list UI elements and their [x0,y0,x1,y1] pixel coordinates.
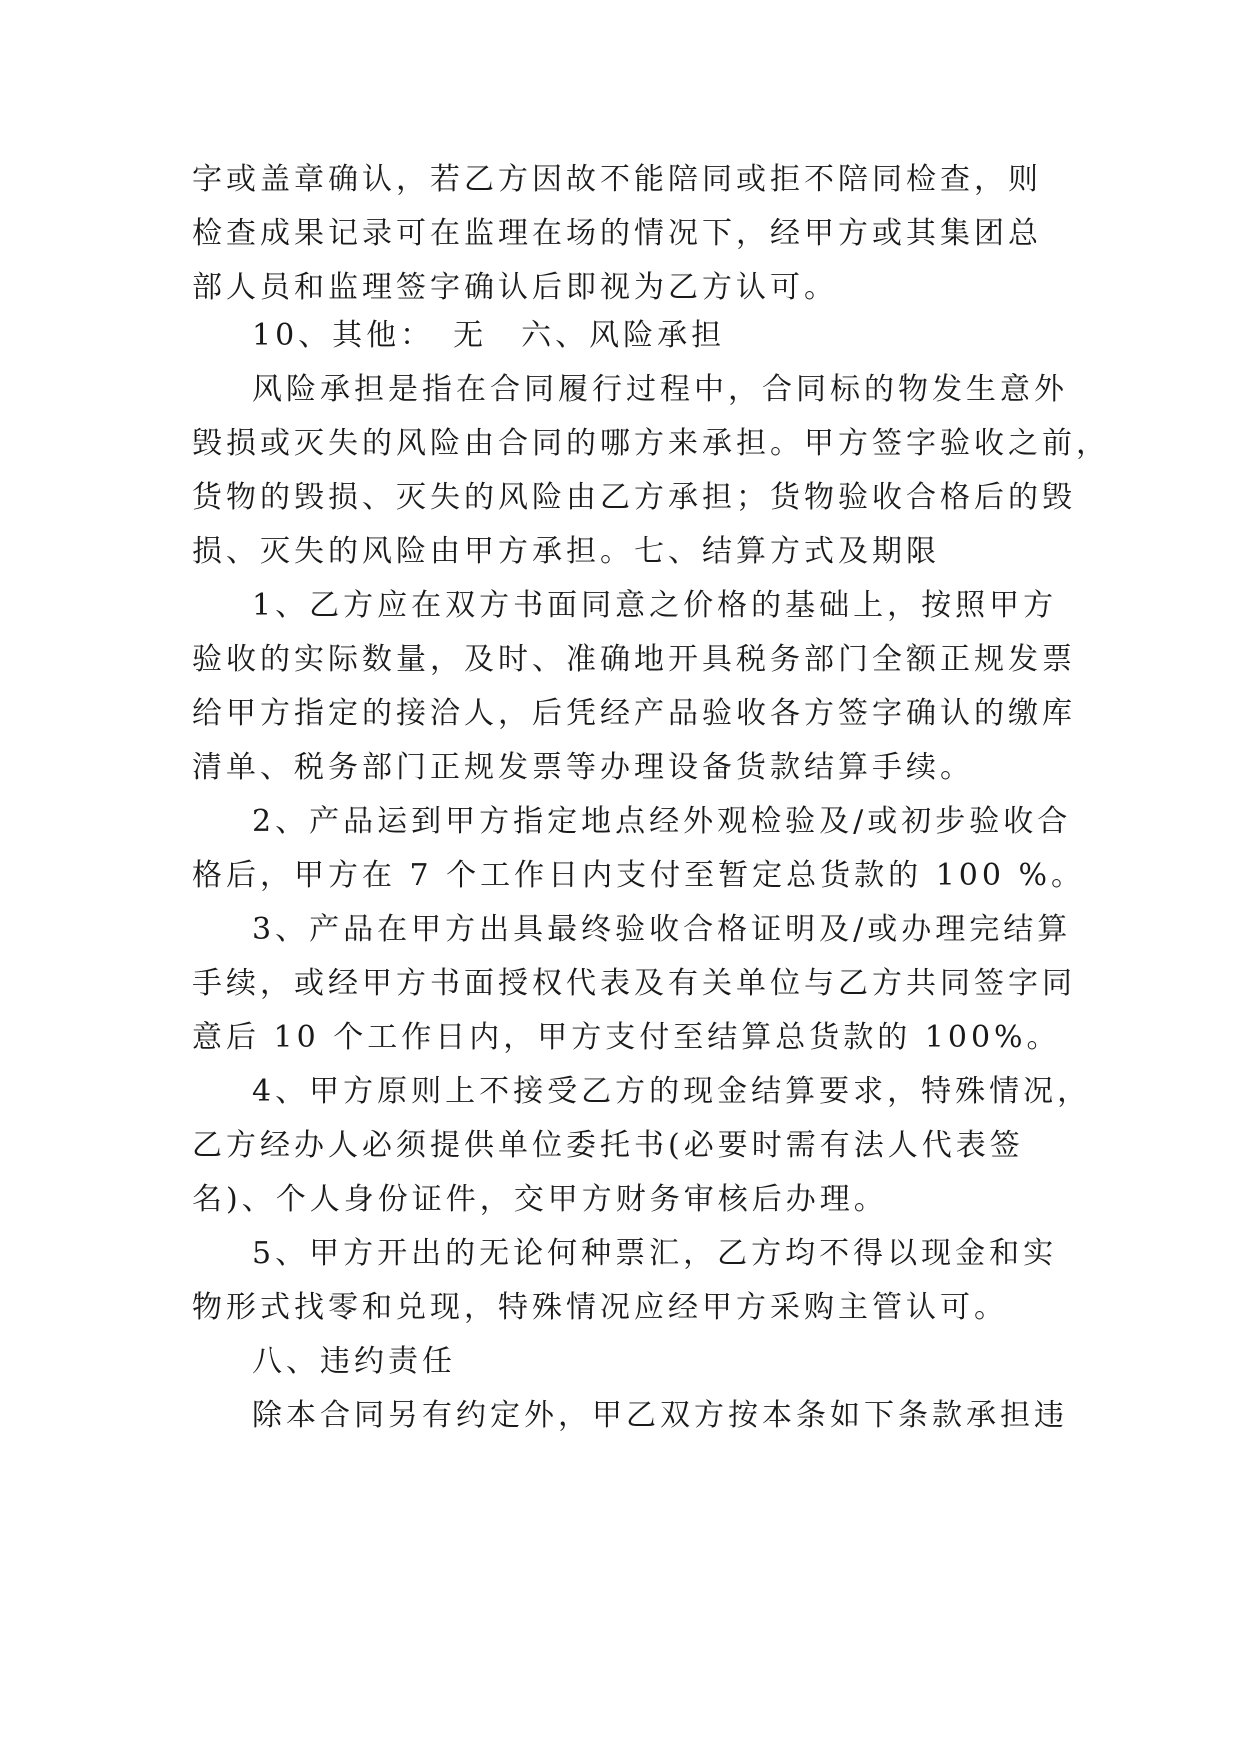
paragraph-start: 除本合同另有约定外，甲乙双方按本条如下条款承担违 [252,1398,1068,1433]
text-line: 货物的毁损、灭失的风险由乙方承担；货物验收合格后的毁 [192,480,1076,515]
text-line: 检查成果记录可在监理在场的情况下，经甲方或其集团总 [192,216,1042,251]
paragraph-start: 1、乙方应在双方书面同意之价格的基础上，按照甲方 [252,588,1058,623]
text-line: 乙方经办人必须提供单位委托书(必要时需有法人代表签 [192,1128,1024,1163]
paragraph-start: 2、产品运到甲方指定地点经外观检验及/或初步验收合 [252,804,1072,839]
text-line: 损、灭失的风险由甲方承担。七、结算方式及期限 [192,534,940,569]
section-heading: 八、违约责任 [252,1344,456,1379]
text-line: 给甲方指定的接洽人，后凭经产品验收各方签字确认的缴库 [192,696,1076,731]
text-line: 清单、税务部门正规发票等办理设备货款结算手续。 [192,750,974,785]
text-line: 格后，甲方在 7 个工作日内支付至暂定总货款的 100 %。 [192,858,1085,893]
text-line: 名)、个人身份证件，交甲方财务审核后办理。 [192,1182,888,1217]
paragraph-start: 风险承担是指在合同履行过程中，合同标的物发生意外 [252,372,1068,407]
text-line: 部人员和监理签字确认后即视为乙方认可。 [192,270,838,305]
text-line: 手续，或经甲方书面授权代表及有关单位与乙方共同签字同 [192,966,1076,1001]
text-line: 字或盖章确认，若乙方因故不能陪同或拒不陪同检查，则 [192,162,1042,197]
text-line: 意后 10 个工作日内，甲方支付至结算总货款的 100%。 [192,1020,1061,1055]
paragraph-start: 5、甲方开出的无论何种票汇，乙方均不得以现金和实 [252,1236,1058,1271]
section-line: 10、其他： 无 六、风险承担 [252,318,726,353]
text-line: 毁损或灭失的风险由合同的哪方来承担。甲方签字验收之前， [192,426,1110,461]
paragraph-start: 4、甲方原则上不接受乙方的现金结算要求，特殊情况， [252,1074,1092,1109]
text-line: 物形式找零和兑现，特殊情况应经甲方采购主管认可。 [192,1290,1008,1325]
text-line: 验收的实际数量，及时、准确地开具税务部门全额正规发票 [192,642,1076,677]
paragraph-start: 3、产品在甲方出具最终验收合格证明及/或办理完结算 [252,912,1072,947]
